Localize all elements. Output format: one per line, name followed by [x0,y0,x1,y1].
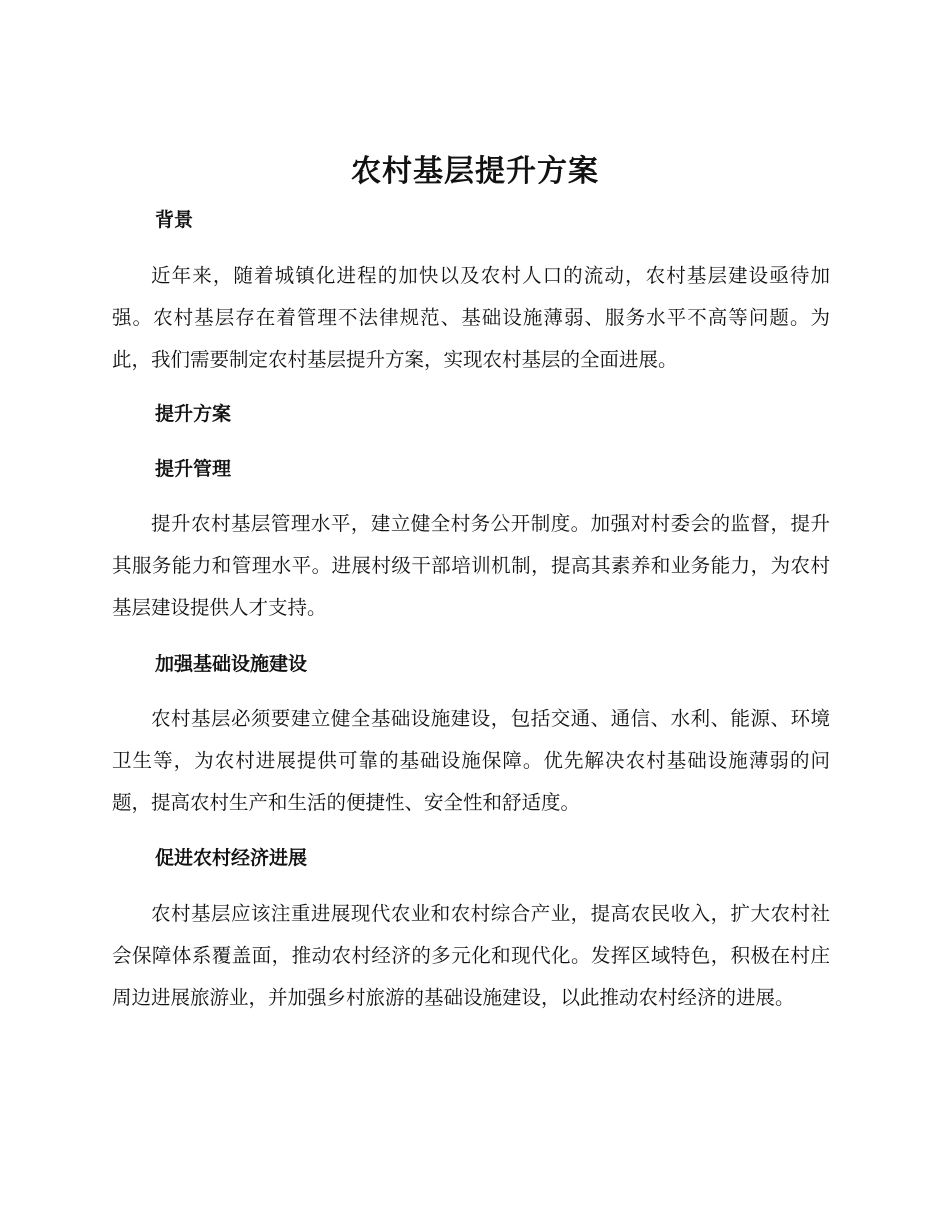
section-heading-economy: 促进农村经济进展 [155,847,308,869]
section-paragraph-management: 提升农村基层管理水平，建立健全村务公开制度。加强对村委会的监督，提升其服务能力和管理水平。进展村级干部培训机制，提高其素养和业务能力，为农村基层建设提供人才支持。 [112,512,830,619]
section-paragraph-background: 近年来，随着城镇化进程的加快以及农村人口的流动，农村基层建设亟待加强。农村基层存在着管理不法律规范、基础设施薄弱、服务水平不高等问题。为此，我们需要制定农村基层提升方案，实现农村基层的全面进展。 [112,264,830,371]
section-paragraph-infrastructure: 农村基层必须要建立健全基础设施建设，包括交通、通信、水利、能源、环境卫生等，为农村进展提供可靠的基础设施保障。优先解决农村基础设施薄弱的问题，提高农村生产和生活的便捷性、安全性和舒适度。 [112,707,830,814]
section-paragraph-economy: 农村基层应该注重进展现代农业和农村综合产业，提高农民收入，扩大农村社会保障体系覆盖面，推动农村经济的多元化和现代化。发挥区域特色，积极在村庄周边进展旅游业，并加强乡村旅游的基础设施建设，以此推动农村经济的进展。 [112,902,830,1009]
section-heading-management: 提升管理 [155,458,232,480]
section-heading-infrastructure: 加强基础设施建设 [155,653,308,675]
section-heading-background: 背景 [155,209,194,231]
section-heading-plan: 提升方案 [155,403,232,425]
document-title: 农村基层提升方案 [351,154,599,189]
